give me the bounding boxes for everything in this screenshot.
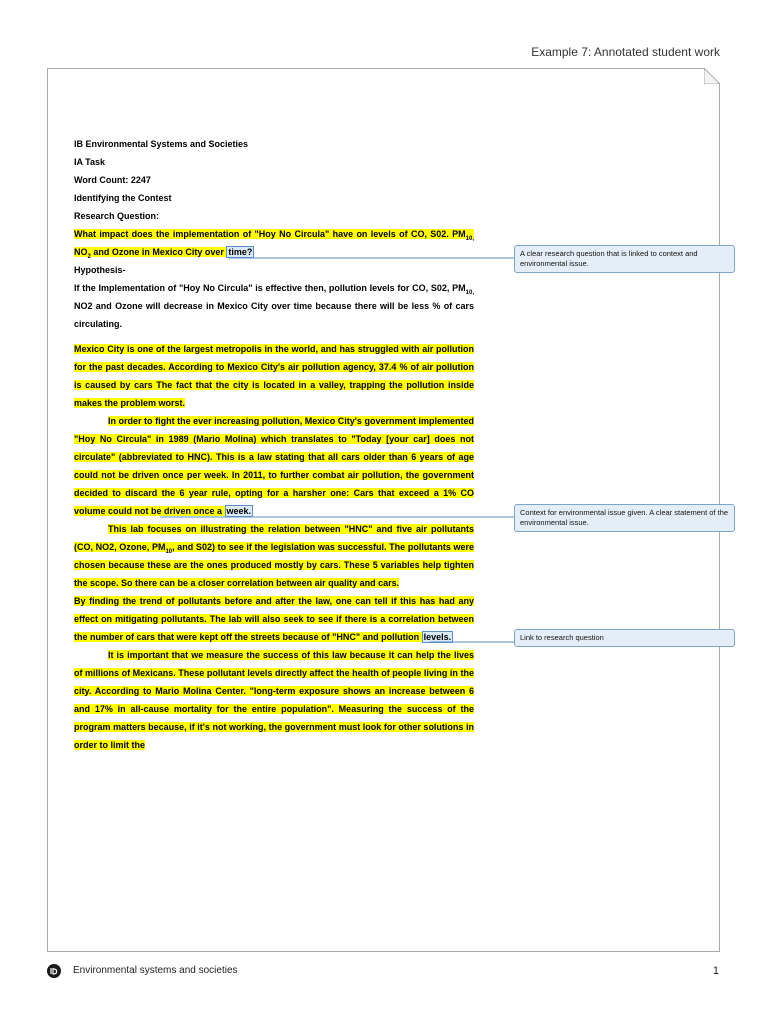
course-title: IB Environmental Systems and Societies [74,139,249,149]
comment-balloon-research-question[interactable]: A clear research question that is linked to context and environmental issue. [514,245,735,273]
word-count: Word Count: 2247 [74,175,151,185]
paragraph-4: By finding the trend of pollutants before and after the law, one can tell if this has had any effect on mitigating pollutants. The lab will also seek to see if there is a correlation between the number of cars that were kept off the streets because of "HNC" and pollution levels. [74,596,474,642]
research-question: What impact does the implementation of "Hoy No Circula" have on levels of CO, S02. $PM_{10,}$ $NO_2$ and Ozone in Mexico City over time? [74,229,474,260]
comment-balloon-context[interactable]: Context for environmental issue given. A clear statement of the environmental issue. [514,504,735,532]
paragraph-1: Mexico City is one of the largest metropolis in the world, and has struggled with air pollution for the past decades. According to Mexico City's air pollution agency, 37.4 % of air pollution is caused by cars The fact that the city is located in a valley, trapping the pollution inside makes the problem worst. [74,344,474,408]
paragraph-5: It is important that we measure the success of this law because it can help the lives of millions of Mexicans. These pollutant levels directly affect the health of people living in the city. According to Mario Molina Center. "long-term exposure shows an increase between 6 and 17% in all-cause mortality for the entire population". Measuring the success of the program matters because, if it's not working, the government must look for other solutions in order to limit the [74,650,474,750]
paragraph-3: This lab focuses on illustrating the relation between "HNC" and five air pollutants (CO, NO2, Ozone, $PM_{10}$, and S02) to see if the legislation was successful. The pollutants were chosen because these are the ones produced mostly by cars. These 5 variables help tighten the scope. So there can be a closer correlation between air quality and cars. [74,524,474,588]
page-fold-icon [704,68,720,84]
student-work-text [74,135,474,754]
context-heading: Identifying the Contest [74,193,172,203]
comment-balloon-link[interactable]: Link to research question [514,629,735,647]
page-header-title: Example 7: Annotated student work [531,45,720,59]
task-label: IA Task [74,157,106,167]
comment-anchor-1[interactable]: time? [228,247,253,257]
comment-anchor-3[interactable]: levels. [423,632,452,642]
hypothesis-label: Hypothesis- [74,265,126,275]
hypothesis-text: If the Implementation of "Hoy No Circula" is effective then, pollution levels for CO, S02, $PM_{10,}$ NO2 and Ozone will decrease in Mexico City over time because there will be less % of cars circulating. [74,283,474,329]
paragraph-2: In order to fight the ever increasing pollution, Mexico City's government implemented "Hoy No Circula" in 1989 (Mario Molina) which translates to "Today [your car] does not circulate" (abbreviated to HNC). This is a law stating that all cars older than 6 years of age could not be driven once per week. In 2011, to further combat air pollution, the government decided to discard the 6 year rule, opting for a harsher one: Cars that exceed a 1% CO volume could not be driven once a week. [74,416,474,516]
page-number: 1 [712,965,719,977]
ib-logo-icon [47,964,61,978]
research-question-label: Research Question: [74,211,160,221]
comment-anchor-2[interactable]: week. [226,506,252,516]
footer-subject: Environmental systems and societies [73,965,238,976]
